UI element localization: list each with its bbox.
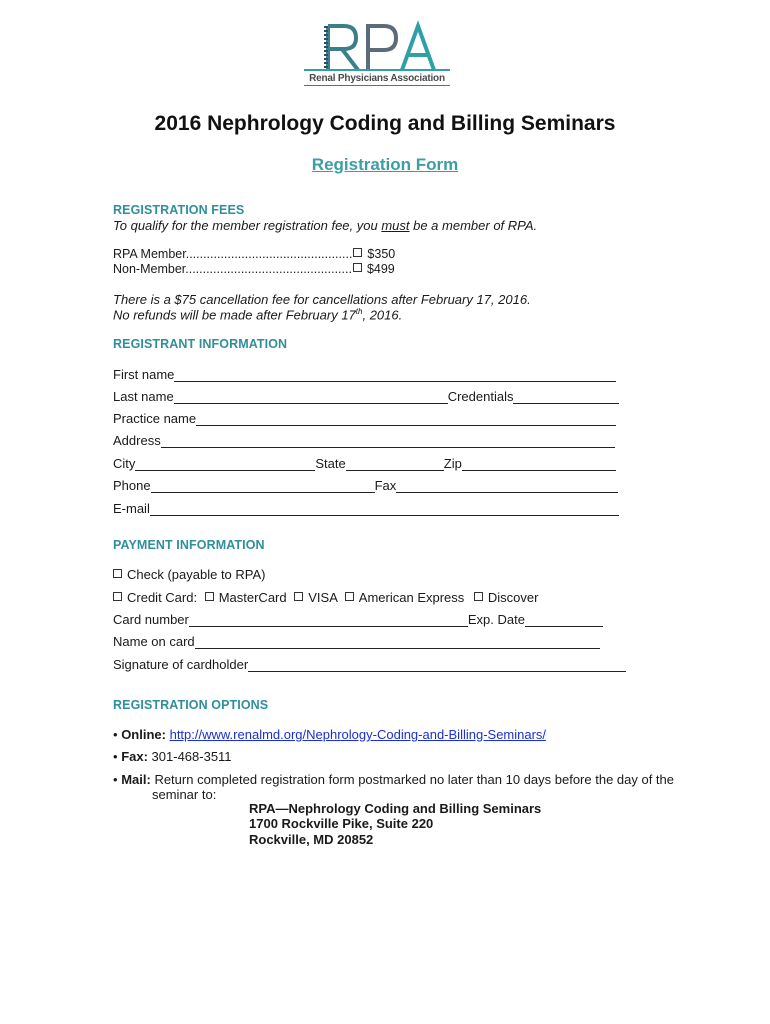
bullet: • — [113, 727, 118, 742]
bullet: • — [113, 749, 118, 764]
page-title: 2016 Nephrology Coding and Billing Seminars — [154, 112, 616, 135]
visa-checkbox[interactable] — [294, 592, 303, 601]
card-number-row — [113, 611, 603, 627]
last-name-input[interactable] — [174, 391, 448, 404]
zip-input[interactable] — [462, 458, 616, 471]
phone-input[interactable] — [151, 480, 375, 493]
mail-instructions-cont: seminar to: — [152, 787, 217, 802]
nonmember-price: $499 — [366, 262, 395, 276]
mastercard-label: MasterCard — [218, 590, 287, 605]
discover-label: Discover — [487, 590, 539, 605]
visa-label: VISA — [308, 590, 338, 605]
signature-label: Signature of cardholder — [113, 657, 249, 672]
online-label: Online: — [121, 727, 166, 742]
fax-input[interactable] — [396, 480, 618, 493]
city-label: City — [113, 456, 136, 471]
first-name-field — [113, 366, 616, 382]
nonmember-label: Non-Member — [113, 262, 186, 276]
mastercard-checkbox[interactable] — [205, 592, 214, 601]
email-label: E-mail — [113, 501, 150, 516]
address-label: Address — [113, 433, 161, 448]
last-name-label: Last name — [113, 389, 174, 404]
credit-card-row — [113, 590, 538, 605]
mail-address-line1: RPA—Nephrology Coding and Billing Seminars — [249, 801, 542, 816]
signature-field — [113, 656, 626, 672]
fax-option — [113, 749, 232, 764]
logo-gray-rule — [304, 85, 450, 86]
practice-name-field — [113, 410, 616, 426]
credit-card-label: Credit Card: — [127, 590, 198, 605]
mail-address-line3: Rockville, MD 20852 — [249, 832, 374, 847]
practice-name-label: Practice name — [113, 411, 197, 426]
note-emphasis: must — [381, 218, 410, 233]
state-label: State — [315, 456, 346, 471]
check-option — [113, 567, 266, 582]
refund-note — [113, 307, 402, 322]
name-on-card-input[interactable] — [195, 636, 600, 649]
fax-number: 301-468-3511 — [151, 749, 232, 764]
fax-option-label: Fax: — [121, 749, 148, 764]
fax-label: Fax — [374, 478, 397, 493]
email-input[interactable] — [150, 503, 619, 516]
note-text-end: be a member of RPA. — [409, 218, 538, 233]
member-price: $350 — [367, 247, 396, 261]
exp-date-input[interactable] — [525, 614, 603, 627]
city-input[interactable] — [135, 458, 315, 471]
state-input[interactable] — [346, 458, 444, 471]
discover-checkbox[interactable] — [474, 592, 483, 601]
cancellation-note: There is a $75 cancellation fee for cancellations after February 17, 2016. — [113, 292, 531, 307]
credentials-label: Credentials — [447, 389, 514, 404]
address-field — [113, 432, 615, 448]
first-name-input[interactable] — [174, 369, 616, 382]
amex-label: American Express — [358, 590, 465, 605]
mail-label: Mail: — [121, 772, 151, 787]
logo-teal-rule — [304, 69, 450, 71]
practice-name-input[interactable] — [196, 413, 616, 426]
member-fee-checkbox[interactable] — [353, 248, 362, 257]
member-fee-note — [113, 218, 537, 233]
mail-instructions: Return completed registration form postmarked no later than 10 days before the day of the — [154, 772, 675, 787]
email-field — [113, 500, 619, 516]
nonmember-fee-row — [113, 262, 395, 276]
signature-input[interactable] — [248, 659, 626, 672]
member-fee-row — [113, 247, 395, 261]
address-input[interactable] — [161, 435, 615, 448]
card-number-input[interactable] — [189, 614, 468, 627]
online-option — [113, 727, 546, 742]
last-name-row — [113, 388, 619, 404]
mail-address-line2: 1700 Rockville Pike, Suite 220 — [249, 816, 434, 831]
nonmember-fee-checkbox[interactable] — [353, 263, 362, 272]
registrant-information-heading: REGISTRANT INFORMATION — [113, 337, 288, 351]
leader-dots: ................................................ — [185, 247, 353, 261]
member-label: RPA Member — [113, 247, 186, 261]
registration-url-link[interactable]: http://www.renalmd.org/Nephrology-Coding-and-Billing-Seminars/ — [169, 727, 547, 742]
credentials-input[interactable] — [513, 391, 619, 404]
first-name-label: First name — [113, 367, 175, 382]
refund-text: No refunds will be made after February 17 — [113, 307, 356, 323]
note-text: To qualify for the member registration fee, you — [113, 218, 382, 233]
bullet: • — [113, 772, 118, 787]
mail-option — [113, 772, 674, 787]
refund-sup: th — [355, 307, 363, 316]
logo-subtitle: Renal Physicians Association — [309, 73, 445, 84]
check-label: Check (payable to RPA) — [127, 567, 266, 582]
payment-information-heading: PAYMENT INFORMATION — [113, 538, 265, 552]
phone-fax-row — [113, 477, 618, 493]
amex-checkbox[interactable] — [345, 592, 354, 601]
name-on-card-label: Name on card — [113, 634, 195, 649]
form-title: Registration Form — [311, 155, 459, 174]
card-number-label: Card number — [113, 612, 189, 627]
city-state-zip-row — [113, 455, 616, 471]
zip-label: Zip — [443, 456, 462, 471]
credit-card-checkbox[interactable] — [113, 592, 122, 601]
exp-date-label: Exp. Date — [467, 612, 525, 627]
check-checkbox[interactable] — [113, 569, 122, 578]
leader-dots: ................................................ — [185, 262, 352, 276]
name-on-card-field — [113, 633, 600, 649]
phone-label: Phone — [113, 478, 151, 493]
registration-options-heading: REGISTRATION OPTIONS — [113, 698, 269, 712]
rpa-logo-letters — [326, 26, 434, 70]
registration-fees-heading: REGISTRATION FEES — [113, 203, 245, 217]
refund-text-end: , 2016. — [362, 307, 403, 323]
